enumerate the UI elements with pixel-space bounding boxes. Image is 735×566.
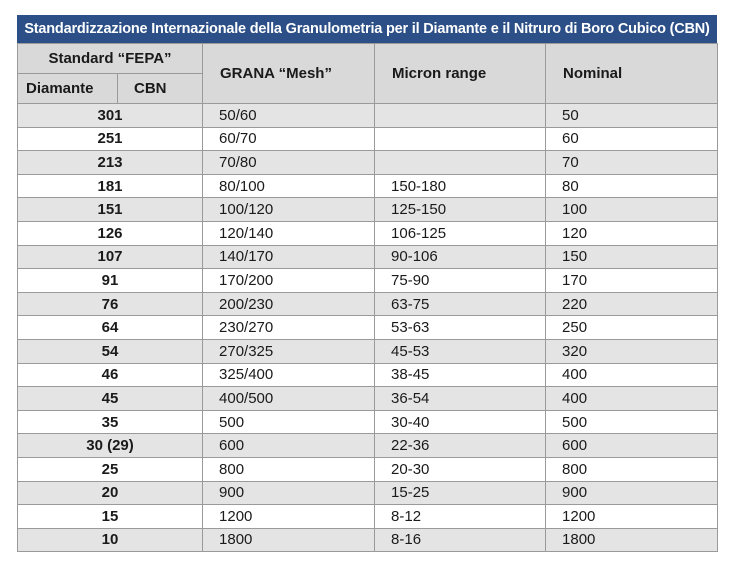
grana-mesh-cell: 60/70 [203, 127, 375, 151]
cbn-header: CBN [118, 74, 203, 104]
grana-mesh-cell: 50/60 [203, 104, 375, 128]
nominal-cell: 70 [546, 151, 718, 175]
grana-mesh-cell: 1200 [203, 505, 375, 529]
table-row [18, 292, 718, 316]
grit-size-table-container [17, 15, 717, 552]
nominal-cell: 150 [546, 245, 718, 269]
nominal-cell: 120 [546, 221, 718, 245]
fepa-cell: 213 [18, 151, 203, 175]
grit-size-table [17, 43, 718, 552]
table-row [18, 245, 718, 269]
nominal-cell: 320 [546, 339, 718, 363]
fepa-cell: 25 [18, 457, 203, 481]
micron-range-cell: 75-90 [375, 269, 546, 293]
micron-range-cell [375, 151, 546, 175]
grana-mesh-cell: 70/80 [203, 151, 375, 175]
fepa-cell: 30 (29) [18, 434, 203, 458]
fepa-cell: 76 [18, 292, 203, 316]
table-row [18, 528, 718, 552]
nominal-cell: 800 [546, 457, 718, 481]
table-row [18, 269, 718, 293]
nominal-cell: 400 [546, 387, 718, 411]
fepa-cell: 151 [18, 198, 203, 222]
fepa-standard-header: Standard “FEPA” [18, 44, 203, 74]
micron-range-cell: 20-30 [375, 457, 546, 481]
table-row [18, 151, 718, 175]
table-row [18, 127, 718, 151]
nominal-cell: 250 [546, 316, 718, 340]
nominal-cell: 60 [546, 127, 718, 151]
nominal-cell: 170 [546, 269, 718, 293]
micron-range-cell: 30-40 [375, 410, 546, 434]
table-row [18, 410, 718, 434]
nominal-cell: 220 [546, 292, 718, 316]
diamante-header: Diamante [18, 74, 118, 104]
table-row [18, 434, 718, 458]
micron-range-cell: 15-25 [375, 481, 546, 505]
table-row [18, 387, 718, 411]
fepa-cell: 54 [18, 339, 203, 363]
grana-mesh-cell: 100/120 [203, 198, 375, 222]
grana-mesh-cell: 325/400 [203, 363, 375, 387]
fepa-cell: 64 [18, 316, 203, 340]
table-row [18, 104, 718, 128]
fepa-cell: 10 [18, 528, 203, 552]
grana-mesh-cell: 400/500 [203, 387, 375, 411]
grana-mesh-cell: 200/230 [203, 292, 375, 316]
grana-mesh-cell: 600 [203, 434, 375, 458]
table-row [18, 198, 718, 222]
micron-range-cell: 8-12 [375, 505, 546, 529]
table-row [18, 457, 718, 481]
fepa-cell: 91 [18, 269, 203, 293]
micron-range-cell: 106-125 [375, 221, 546, 245]
grana-mesh-cell: 120/140 [203, 221, 375, 245]
grana-mesh-cell: 270/325 [203, 339, 375, 363]
grana-mesh-header: GRANA “Mesh” [203, 44, 375, 104]
table-row [18, 316, 718, 340]
grana-mesh-cell: 140/170 [203, 245, 375, 269]
table-row [18, 505, 718, 529]
fepa-cell: 46 [18, 363, 203, 387]
fepa-cell: 107 [18, 245, 203, 269]
grana-mesh-cell: 80/100 [203, 174, 375, 198]
fepa-cell: 301 [18, 104, 203, 128]
table-title: Standardizzazione Internazionale della Granulometria per il Diamante e il Nitruro di Boro Cubico (CBN) [17, 15, 717, 43]
fepa-cell: 251 [18, 127, 203, 151]
table-row [18, 174, 718, 198]
fepa-cell: 35 [18, 410, 203, 434]
nominal-cell: 500 [546, 410, 718, 434]
nominal-cell: 600 [546, 434, 718, 458]
fepa-cell: 20 [18, 481, 203, 505]
grana-mesh-cell: 170/200 [203, 269, 375, 293]
fepa-cell: 181 [18, 174, 203, 198]
nominal-header: Nominal [546, 44, 718, 104]
micron-range-cell: 22-36 [375, 434, 546, 458]
micron-range-cell [375, 127, 546, 151]
table-row [18, 221, 718, 245]
grana-mesh-cell: 1800 [203, 528, 375, 552]
micron-range-header: Micron range [375, 44, 546, 104]
fepa-cell: 126 [18, 221, 203, 245]
table-row [18, 363, 718, 387]
nominal-cell: 1800 [546, 528, 718, 552]
nominal-cell: 900 [546, 481, 718, 505]
grana-mesh-cell: 900 [203, 481, 375, 505]
nominal-cell: 100 [546, 198, 718, 222]
table-row [18, 339, 718, 363]
micron-range-cell: 45-53 [375, 339, 546, 363]
fepa-cell: 15 [18, 505, 203, 529]
grana-mesh-cell: 800 [203, 457, 375, 481]
micron-range-cell: 90-106 [375, 245, 546, 269]
micron-range-cell: 53-63 [375, 316, 546, 340]
micron-range-cell: 38-45 [375, 363, 546, 387]
fepa-cell: 45 [18, 387, 203, 411]
grana-mesh-cell: 500 [203, 410, 375, 434]
nominal-cell: 400 [546, 363, 718, 387]
nominal-cell: 1200 [546, 505, 718, 529]
micron-range-cell: 63-75 [375, 292, 546, 316]
table-row [18, 481, 718, 505]
micron-range-cell: 8-16 [375, 528, 546, 552]
micron-range-cell: 125-150 [375, 198, 546, 222]
grana-mesh-cell: 230/270 [203, 316, 375, 340]
nominal-cell: 80 [546, 174, 718, 198]
micron-range-cell: 36-54 [375, 387, 546, 411]
micron-range-cell [375, 104, 546, 128]
micron-range-cell: 150-180 [375, 174, 546, 198]
nominal-cell: 50 [546, 104, 718, 128]
